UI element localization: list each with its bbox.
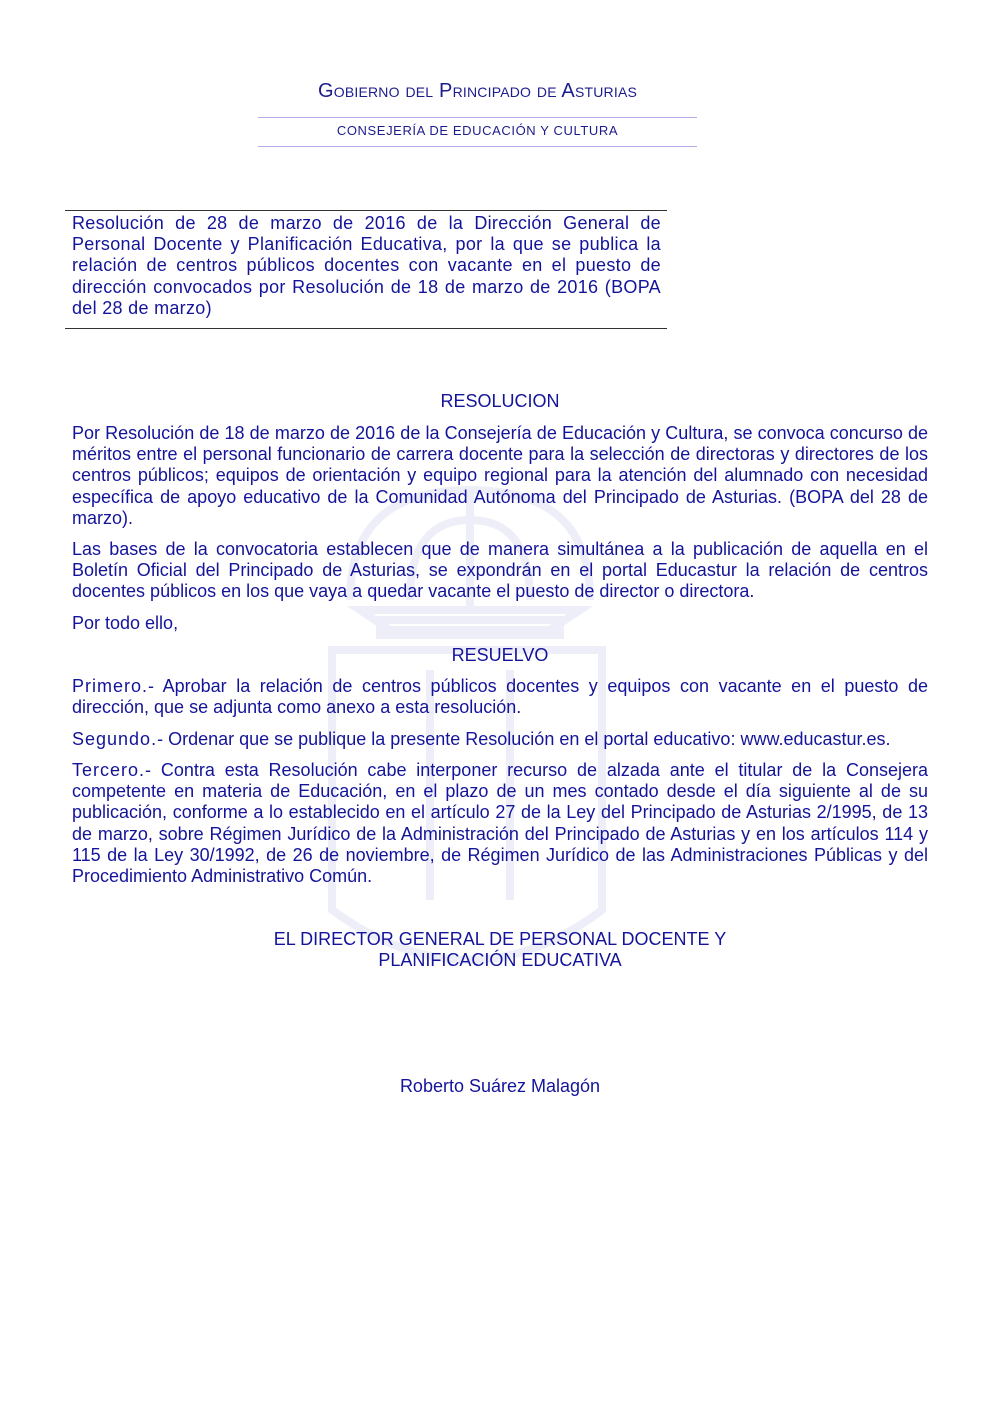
point-primero — [72, 676, 928, 718]
header-divider — [258, 117, 697, 118]
point-tercero — [72, 760, 928, 887]
point-text: - Ordenar que se publique la presente Resolución en el portal educativo: www.educastur.es. — [157, 729, 891, 749]
department-title: CONSEJERÍA DE EDUCACIÓN Y CULTURA — [336, 123, 619, 138]
point-text: - Aprobar la relación de centros públicos docentes y equipos con vacante en el puesto de dirección, que se adjunta como anexo a esta resolución. — [72, 676, 928, 718]
header-divider — [258, 146, 697, 147]
point-text: - Contra esta Resolución cabe interponer recurso de alzada ante el titular de la Consejera competente en materia de Educación, en el plazo de un mes contado desde el día siguiente al de su publicación, conforme a lo establecido en el artículo 27 de la Ley del Principado de Asturias 2/1995, de 13 de marzo, sobre Régimen Jurídico de la Administración del Principado de Asturias y en los artículos 114 y 115 de la Ley 30/1992, de 26 de noviembre, de Régimen Jurídico de las Administraciones Públicas y del Procedimiento Administrativo Común. — [72, 760, 928, 887]
point-segundo — [72, 729, 928, 750]
paragraph: Las bases de la convocatoria establecen que de manera simultánea a la publicación de aquella en el Boletín Oficial del Principado de Asturias, se expondrán en el portal Educastur la relación de centros docentes públicos en los que vaya a quedar vacante el puesto de director o directora. — [72, 539, 928, 602]
point-lead: Primero. — [72, 676, 149, 696]
point-lead: Tercero. — [72, 760, 146, 780]
signatory-role-line2: PLANIFICACIÓN EDUCATIVA — [378, 950, 622, 970]
section-title: RESOLUCION — [440, 391, 560, 411]
point-lead: Segundo. — [72, 729, 158, 749]
signatory-role-line1: EL DIRECTOR GENERAL DE PERSONAL DOCENTE Y — [273, 929, 727, 949]
signatory-name: Roberto Suárez Malagón — [399, 1076, 601, 1096]
resuelvo-heading: RESUELVO — [451, 645, 549, 665]
paragraph: Por todo ello, — [72, 613, 179, 633]
resolution-summary: Resolución de 28 de marzo de 2016 de la Dirección General de Personal Docente y Planificación Educativa, por la que se publica la relación de centros públicos docentes con vacante en el puesto de dirección convocados por Resolución de 18 de marzo de 2016 (BOPA del 28 de marzo) — [65, 210, 667, 329]
paragraph: Por Resolución de 18 de marzo de 2016 de la Consejería de Educación y Cultura, se convoca concurso de méritos entre el personal funcionario de carrera docente para la selección de directoras y directores de los centros públicos; equipos de orientación y equipo regional para la atención del alumnado con necesidad específica de apoyo educativo de la Comunidad Autónoma del Principado de Asturias. (BOPA del 28 de marzo). — [72, 423, 928, 528]
government-title: Gobierno del Principado de Asturias — [317, 80, 638, 102]
